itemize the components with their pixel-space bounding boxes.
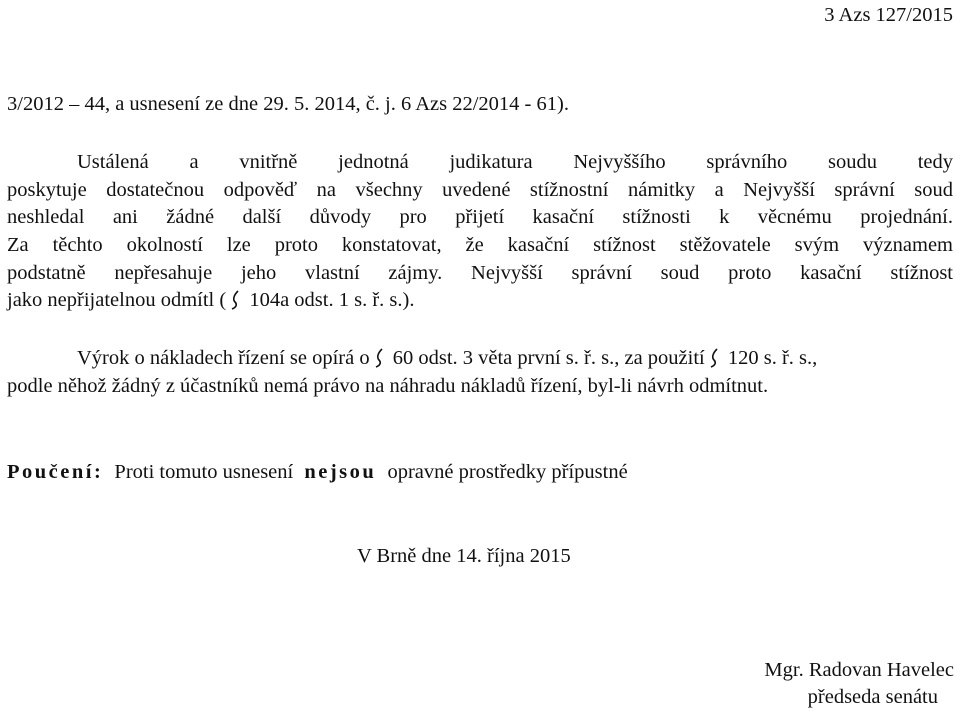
section-sign-icon (709, 348, 719, 368)
citation-line: 3/2012 – 44, a usnesení ze dne 29. 5. 2014, č. j. 6 Azs 22/2014 - 61). (7, 93, 569, 115)
place-date: V Brně dne 14. října 2015 (357, 545, 571, 567)
paragraph1-line2: poskytuje dostatečnou odpověď na všechny uvedené stížnostní námitky a Nejvyšší správní soud (7, 179, 953, 201)
instruction-text-before: Proti tomuto usnesení (114, 461, 294, 483)
paragraph2-line1-b: 60 odst. 3 věta první s. ř. s., za použití (387, 347, 705, 369)
paragraph2-line1-c: 120 s. ř. s., (722, 347, 818, 369)
paragraph1-line6 (7, 287, 953, 313)
instruction-emphasis: nejsou (304, 461, 377, 483)
paragraph1-line6-before: jako nepřijatelnou odmítl ( (7, 289, 227, 311)
instruction-label: Poučení: (7, 461, 104, 483)
signature-role: předseda senátu (807, 686, 938, 708)
paragraph2-line1-a: Výrok o nákladech řízení se opírá o (77, 347, 370, 369)
section-sign-icon (230, 290, 240, 310)
section-sign-icon (374, 348, 384, 368)
instruction-line (7, 459, 953, 485)
instruction-text-after: opravné prostředky přípustné (387, 461, 628, 483)
paragraph1-line1: Ustálená a vnitřně jednotná judikatura Nejvyššího správního soudu tedy (77, 151, 953, 173)
paragraph2-line2: podle něhož žádný z účastníků nemá právo na náhradu nákladů řízení, byl-li návrh odmítnut. (7, 375, 769, 397)
paragraph2-line1 (77, 345, 953, 371)
paragraph1-line6-after: 104a odst. 1 s. ř. s.). (244, 289, 415, 311)
case-number: 3 Azs 127/2015 (824, 4, 953, 26)
signature-name: Mgr. Radovan Havelec (764, 659, 954, 681)
paragraph1-line5: podstatně nepřesahuje jeho vlastní zájmy. Nejvyšší správní soud proto kasační stížnost (7, 262, 953, 284)
paragraph1-line4: Za těchto okolností lze proto konstatovat, že kasační stížnost stěžovatele svým významem (7, 234, 953, 256)
paragraph1-line3: neshledal ani žádné další důvody pro přijetí kasační stížnosti k věcnému projednání. (7, 206, 953, 228)
